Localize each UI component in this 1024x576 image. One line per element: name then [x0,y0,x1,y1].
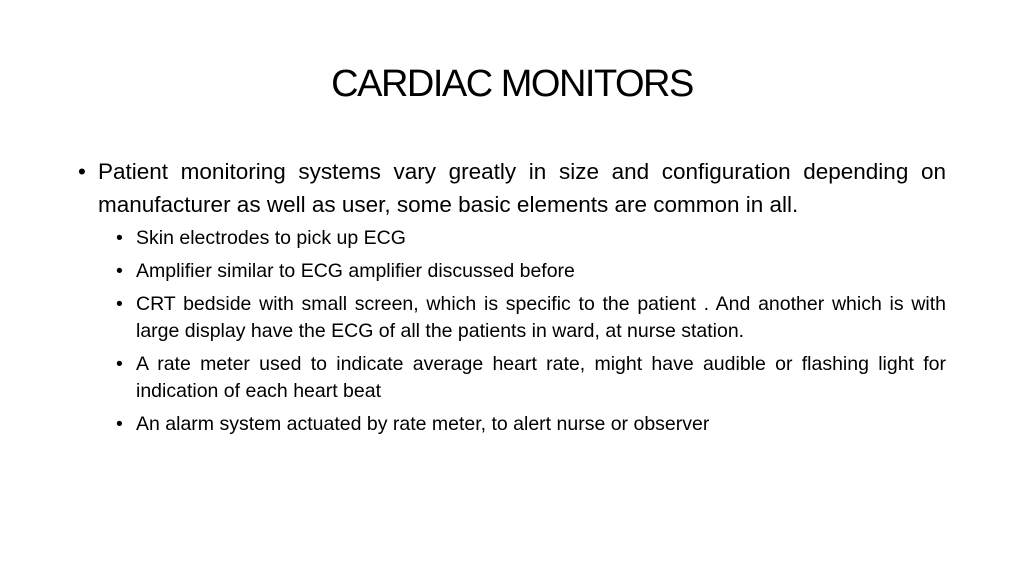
slide-body [76,156,946,444]
sub-bullet-list [76,225,946,438]
sub-bullet-item [76,291,946,345]
sub-bullet-item [76,225,946,252]
sub-bullet-text: Skin electrodes to pick up ECG [136,227,406,249]
main-bullet-point [76,156,946,221]
sub-bullet-item [76,351,946,405]
sub-bullet-item [76,411,946,438]
main-bullet-text: Patient monitoring systems vary greatly in size and configuration depending on manufacturer as well as user, some basic elements are common in all. [98,159,946,217]
bullet-icon: • [116,227,123,249]
bullet-icon: • [78,159,86,184]
sub-bullet-text: Amplifier similar to ECG amplifier discussed before [136,260,575,282]
slide-title: CARDIAC MONITORS [331,63,693,105]
bullet-icon: • [116,353,123,375]
bullet-icon: • [116,260,123,282]
sub-bullet-text: An alarm system actuated by rate meter, to alert nurse or observer [136,413,710,435]
sub-bullet-text: A rate meter used to indicate average heart rate, might have audible or flashing light for indication of each heart beat [136,353,946,402]
sub-bullet-item [76,258,946,285]
bullet-icon: • [116,413,123,435]
bullet-icon: • [116,293,123,315]
sub-bullet-text: CRT bedside with small screen, which is specific to the patient . And another which is with large display have the ECG of all the patients in ward, at nurse station. [136,293,946,342]
